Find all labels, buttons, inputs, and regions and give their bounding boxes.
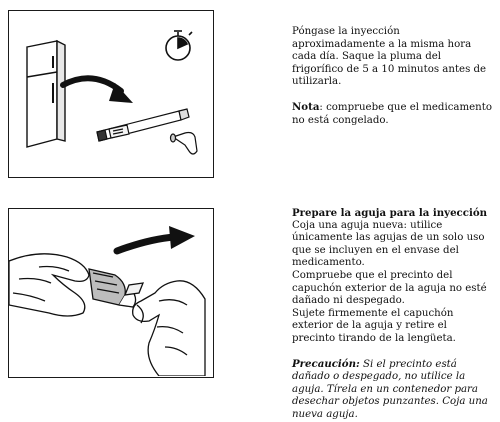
caution-label: Precaución: [292,357,360,370]
step1-note [292,101,492,127]
note-label: Nota [292,100,320,113]
step2-line-1: Coja una aguja nueva: utilice únicamente las agujas de un solo uso que se incluyen en el envase del medicamento. [292,219,485,269]
note-text: : compruebe que el medicamento no está congelado. [292,101,492,126]
step2-line-2: Compruebe que el precinto del capuchón exterior de la aguja no esté dañado ni despegado. [292,269,487,307]
caution-text: Si el precinto está dañado o despegado, no utilice la aguja. Tírela en un contenedor para desechar objetos punzantes. Coja una nueva aguja. [292,358,488,420]
step2-line-3: Sujete firmemente el capuchón exterior de la aguja y retire el precinto tirando de la lengüeta. [292,307,456,344]
needle-seal-illustration [8,208,214,378]
fridge-pen-illustration [8,10,214,178]
timer-icon [166,31,192,60]
arrow-icon [63,78,133,103]
pen-cap-icon [171,133,198,155]
refrigerator-icon [27,41,65,147]
arrow-icon [117,226,195,251]
step1-text: Póngase la inyección aproximadamente a la misma hora cada día. Saque la pluma del frigorífico de 5 a 10 minutos antes de utilizarla. [292,26,487,88]
hands-icon [9,254,205,376]
step2-heading: Prepare la aguja para la inyección [292,207,488,219]
step2-instructions [292,207,492,422]
step1-instructions [292,26,492,127]
